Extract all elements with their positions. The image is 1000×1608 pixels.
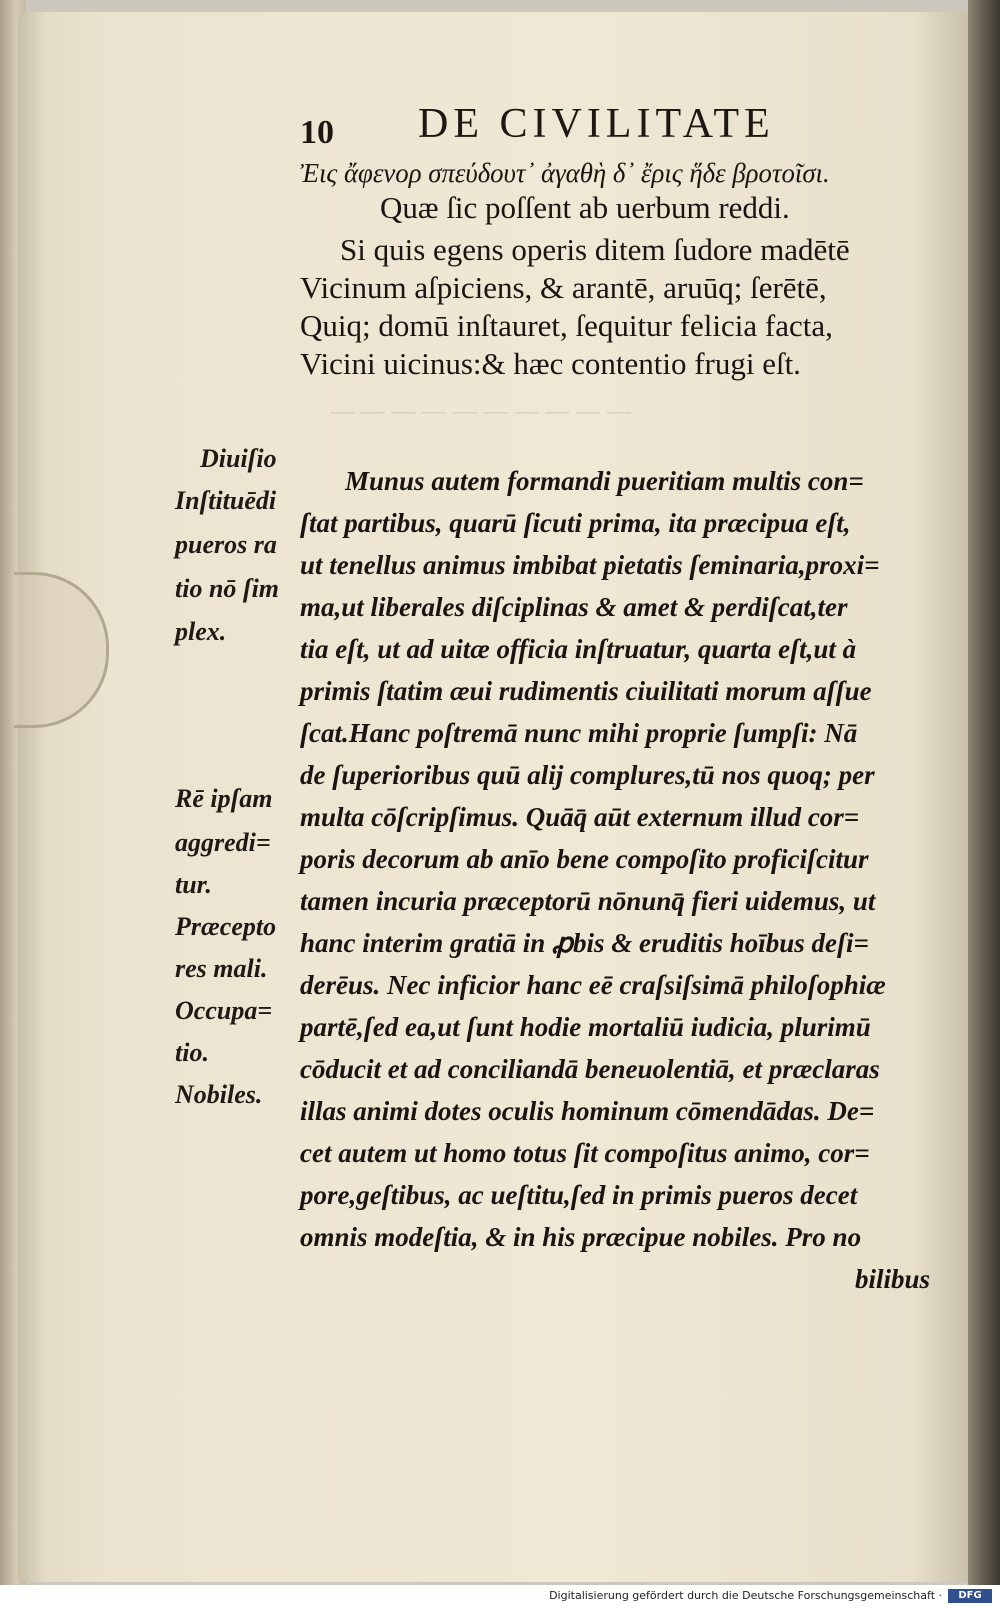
page-header [300, 100, 920, 150]
margin-note: Rē ipſam [175, 784, 273, 813]
page-tab-marker [14, 572, 109, 728]
margin-note: Inſtituēdi [175, 486, 277, 515]
running-head: DE CIVILITATE [418, 101, 775, 147]
book-edge-right [968, 0, 1000, 1585]
margin-note: Occupa= [175, 996, 273, 1025]
body-text-line: tamen incuria præceptorū nōnunq̄ fieri uidemus, ut [300, 886, 876, 916]
body-text-line: de ſuperioribus quū alij complures,tū nos quoq; per [300, 760, 875, 790]
margin-note: pueros ra [175, 530, 277, 559]
digitization-footer [0, 1586, 1000, 1608]
body-text-line: illas animi dotes oculis hominum cōmendādas. De= [300, 1096, 875, 1126]
body-text-line: ut tenellus animus imbibat pietatis ſeminaria,proxi= [300, 550, 880, 580]
body-text-line: omnis modeſtia, & in his præcipue nobiles. Pro no [300, 1222, 862, 1252]
body-text-line: derēus. Nec inficior hanc eē craſsiſsimā philoſophiæ [300, 970, 886, 1000]
margin-note: Diuiſio [200, 444, 277, 473]
verse-line: Si quis egens operis ditem ſudore madētē [340, 232, 850, 267]
body-text-line: partē,ſed ea,ut ſunt hodie mortaliū iudicia, plurimū [300, 1012, 871, 1042]
body-text-line: hanc interim gratiā in ꝓbis & eruditis hoībus deſi= [300, 928, 869, 958]
body-text-line: pore,geſtibus, ac ueſtitu,ſed in primis pueros decet [300, 1180, 858, 1210]
body-text-line: cet autem ut homo totus ſit compoſitus animo, cor= [300, 1138, 870, 1168]
body-text-line: multa cōſcripſimus. Quāq̄ aūt externum illud cor= [300, 802, 860, 832]
verse-line: Vicini uicinus:& hæc contentio frugi eſt. [300, 346, 801, 381]
body-text-line: ſcat.Hanc poſtremā nunc mihi proprie ſumpſi: Nā [300, 718, 858, 748]
body-text-line: poris decorum ab anīo bene compoſito proficiſcitur [300, 844, 869, 874]
margin-note: Præcepto [175, 912, 277, 941]
margin-note: res mali. [175, 954, 268, 983]
verse-line: Vicinum aſpiciens, & arantē, aruūq; ſerētē, [300, 270, 827, 305]
margin-note: tio nō ſim [175, 574, 280, 603]
translation-intro: Quæ ſic poſſent ab uerbum reddi. [380, 190, 790, 225]
body-text-line: ma,ut liberales diſciplinas & amet & perdiſcat,ter [300, 592, 848, 622]
margin-note: plex. [175, 617, 227, 646]
margin-note: Nobiles. [175, 1080, 263, 1109]
margin-note: tur. [175, 870, 212, 899]
body-text-line: Munus autem formandi pueritiam multis con= [345, 466, 864, 496]
margin-note: aggredi= [175, 828, 271, 857]
body-text-line: ſtat partibus, quarū ſicuti prima, ita præcipua eſt, [300, 508, 851, 538]
body-text-line: tia eſt, ut ad uitæ officia inſtruatur, quarta eſt,ut à [300, 634, 857, 664]
bleed-through-text: — — — — — — — — — — [330, 395, 631, 425]
greek-verse-line: Ἐις ἄφενορ σπεύδουτ᾽ ἀγαθὴ δ᾽ ἔρις ἥδε βροτοῖσι. [300, 158, 830, 188]
page-number: 10 [300, 114, 334, 151]
body-text-line: primis ſtatim æui rudimentis ciuilitati morum aſſue [300, 676, 872, 706]
body-text-line: cōducit et ad conciliandā beneuolentiā, et præclaras [300, 1054, 880, 1084]
footer-credit: Digitalisierung gefördert durch die Deutsche Forschungsgemeinschaft · [549, 1589, 942, 1602]
margin-note: tio. [175, 1038, 209, 1067]
catchword: bilibus [855, 1264, 931, 1294]
verse-line: Quiq; domū inſtauret, ſequitur felicia facta, [300, 308, 833, 343]
dfg-logo: DFG [948, 1589, 992, 1603]
